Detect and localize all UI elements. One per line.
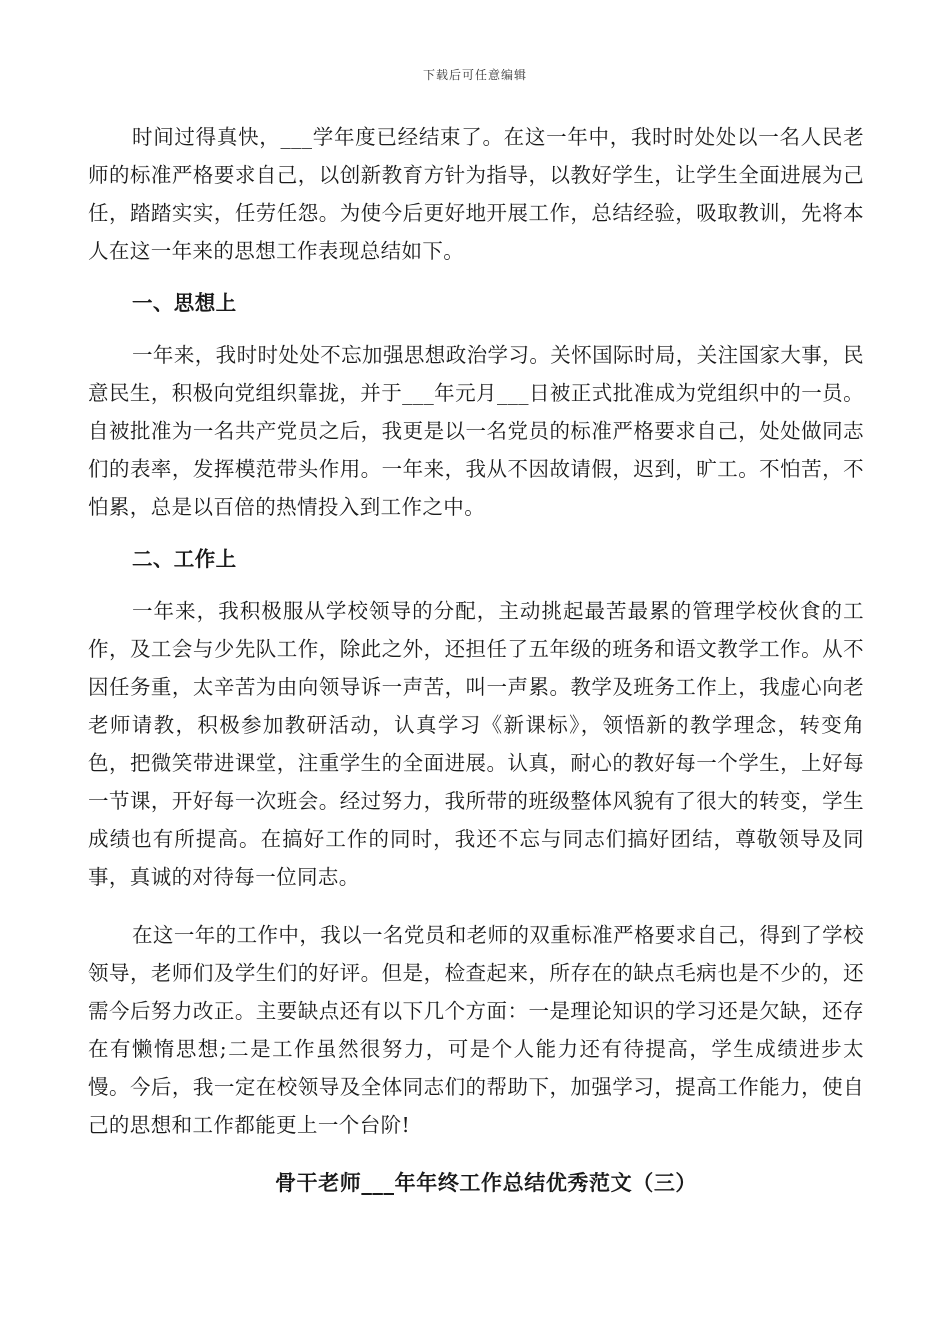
section-heading-work: 二、工作上	[132, 547, 237, 571]
section-paragraph-thought: 一年来，我时时处处不忘加强思想政治学习。关怀国际时局，关注国家大事，民意民生，积极向党组织靠拢，并于___年元月___日被正式批准成为党组织中的一员。自被批准为一名共产党员之后，我更是以一名党员的标准严格要求自己，处处做同志们的表率，发挥模范带头作用。一年来，我从不因故请假，迟到，旷工。不怕苦，不怕累，总是以百倍的热情投入到工作之中。	[88, 343, 864, 519]
section-paragraph-work: 一年来，我积极服从学校领导的分配，主动挑起最苦最累的管理学校伙食的工作，及工会与少先队工作，除此之外，还担任了五年级的班务和语文教学工作。从不因任务重，太辛苦为由向领导诉一声苦，叫一声累。教学及班务工作上，我虚心向老老师请教，积极参加教研活动，认真学习《新课标》，领悟新的教学理念，转变角色，把微笑带进课堂，注重学生的全面进展。认真，耐心的教好每一个学生，上好每一节课，开好每一次班会。经过努力，我所带的班级整体风貌有了很大的转变，学生成绩也有所提高。在搞好工作的同时，我还不忘与同志们搞好团结，尊敬领导及同事，真诚的对待每一位同志。	[88, 599, 864, 889]
section-heading-thought: 一、思想上	[132, 291, 237, 315]
intro-paragraph: 时间过得真快，___学年度已经结束了。在这一年中，我时时处处以一名人民老师的标准严格要求自己，以创新教育方针为指导，以教好学生，让学生全面进展为己任，踏踏实实，任劳任怨。为使今后更好地开展工作，总结经验，吸取教训，先将本人在这一年来的思想工作表现总结如下。	[88, 125, 864, 263]
document-body	[88, 118, 864, 1202]
next-article-title: 骨干老师___年年终工作总结优秀范文（三）	[274, 1170, 698, 1195]
page-header-note: 下载后可任意编辑	[422, 68, 527, 82]
closing-paragraph: 在这一年的工作中，我以一名党员和老师的双重标准严格要求自己，得到了学校领导，老师们及学生们的好评。但是，检查起来，所存在的缺点毛病也是不少的，还需今后努力改正。主要缺点还有以下几个方面：一是理论知识的学习还是欠缺，还存在有懒惰思想;二是工作虽然很努力，可是个人能力还有待提高，学生成绩进步太慢。今后，我一定在校领导及全体同志们的帮助下，加强学习，提高工作能力，使自己的思想和工作都能更上一个台阶!	[88, 923, 864, 1137]
